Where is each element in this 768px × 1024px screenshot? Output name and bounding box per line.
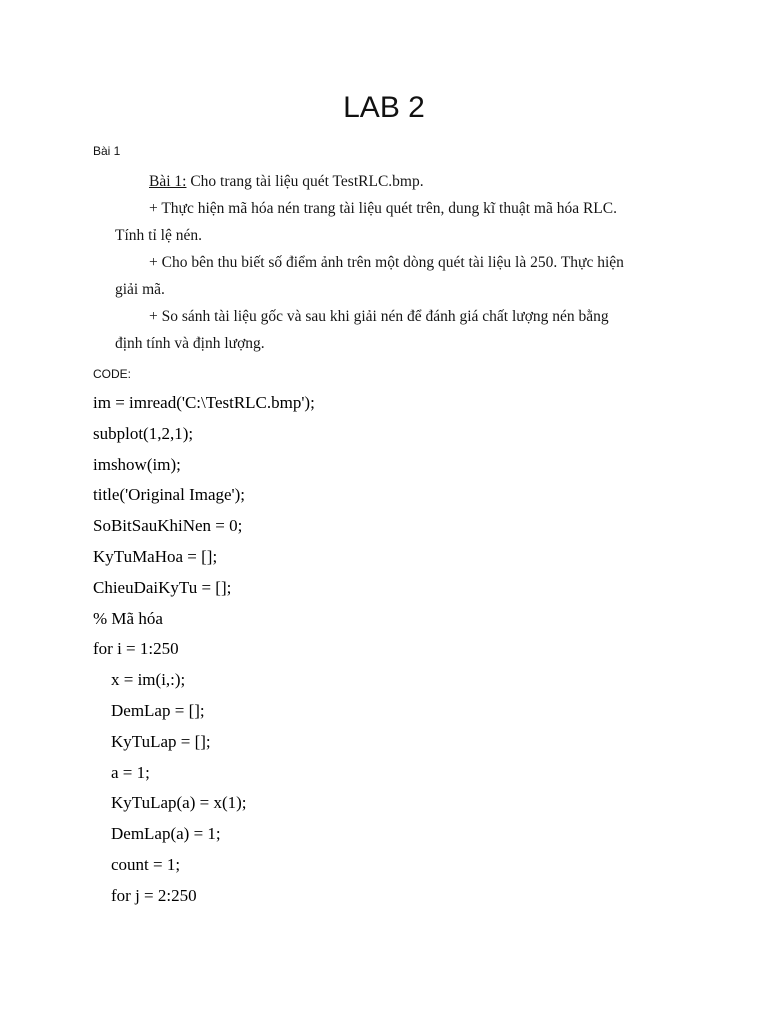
scan-line-1 [149,172,424,192]
scan-heading: Bài 1: [149,173,187,190]
code-line: KyTuMaHoa = []; [93,546,218,566]
code-line: SoBitSauKhiNen = 0; [93,516,243,536]
scanned-task-image [110,166,666,358]
code-comment: % Mã hóa [93,608,163,628]
code-line: a = 1; [111,762,150,782]
code-line: for i = 1:250 [93,639,179,659]
scan-line-6: + So sánh tài liệu gốc và sau khi giải nén để đánh giá chất lượng nén bằng [149,308,609,325]
code-block [93,388,693,912]
scan-line-2: + Thực hiện mã hóa nén trang tài liệu quét trên, dung kĩ thuật mã hóa RLC. [149,200,617,217]
code-line: subplot(1,2,1); [93,423,194,443]
scan-line-7: định tính và định lượng. [115,335,265,352]
code-line: title('Original Image'); [93,485,245,505]
code-line: DemLap = []; [111,700,205,720]
scan-line-3: Tính tỉ lệ nén. [115,227,202,244]
code-line: for j = 2:250 [111,885,197,905]
code-line: count = 1; [111,854,181,874]
code-line: x = im(i,:); [111,670,186,690]
scan-heading-rest: Cho trang tài liệu quét TestRLC.bmp. [186,173,424,190]
scan-line-5: giải mã. [115,281,165,298]
code-line: DemLap(a) = 1; [111,824,221,844]
code-line: KyTuLap(a) = x(1); [111,793,247,813]
scan-line-4: + Cho bên thu biết số điểm ảnh trên một dòng quét tài liệu là 250. Thực hiện [149,254,624,271]
document-title: LAB 2 [343,91,425,124]
code-line: imshow(im); [93,454,181,474]
section-label: Bài 1 [93,144,121,158]
code-line: KyTuLap = []; [111,731,211,751]
code-line: im = imread('C:\TestRLC.bmp'); [93,393,315,412]
code-line: ChieuDaiKyTu = []; [93,577,232,597]
code-label: CODE: [93,367,132,381]
